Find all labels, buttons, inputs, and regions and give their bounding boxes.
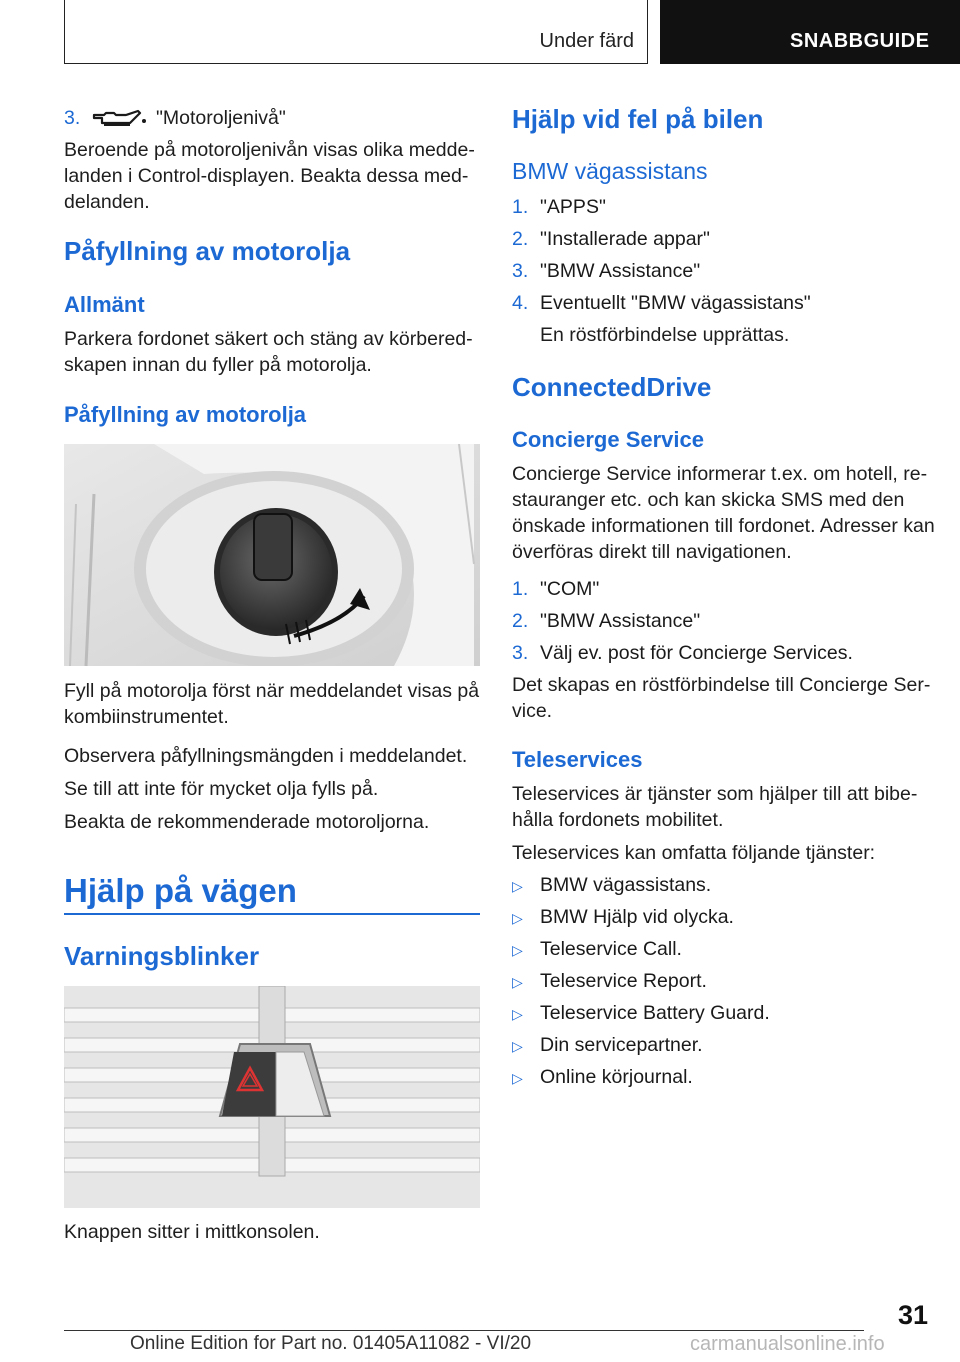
bullet-icon: ▷ xyxy=(512,974,523,990)
heading-connecteddrive: ConnectedDrive xyxy=(512,372,712,402)
oil-cap-illustration xyxy=(64,444,480,666)
paragraph-refill: Fyll på motorolja först när meddelandet visas på kombiinstrumentet. xyxy=(64,680,480,728)
bullet-icon: ▷ xyxy=(512,910,523,926)
bullet-icon: ▷ xyxy=(512,1038,523,1054)
heading-hazard: Varningsblinker xyxy=(64,941,260,971)
paragraph-amount: Observera påfyllningsmängden i meddelandet. xyxy=(64,745,468,767)
heading-refill: Påfyllning av motorolja xyxy=(64,236,351,266)
paragraph-button-location: Knappen sitter i mittkonsolen. xyxy=(64,1221,320,1243)
paragraph-general: Parkera fordonet säkert och stäng av körbered- skapen innan du fyller på motorolja. xyxy=(64,328,473,376)
item3-text: "Motoroljenivå" xyxy=(156,107,286,129)
roadside-note: En röstförbindelse upprättas. xyxy=(540,324,790,346)
quickguide-label: SNABBGUIDE xyxy=(790,30,930,52)
bullet-icon: ▷ xyxy=(512,878,523,894)
section-title: Under färd xyxy=(539,30,634,52)
heading-breakdown-help: Hjälp vid fel på bilen xyxy=(512,104,764,134)
heading-general: Allmänt xyxy=(64,292,145,317)
heading-roadside-help: Hjälp på vägen xyxy=(64,872,297,909)
paragraph-teleservices: Teleservices är tjänster som hjälper till att bibe- hålla fordonets mobilitet. xyxy=(512,783,918,831)
watermark-text: carmanualsonline.info xyxy=(690,1333,885,1355)
heading-roadside-assistance: BMW vägassistans xyxy=(512,158,708,184)
paragraph-recommended: Beakta de rekommenderade motoroljorna. xyxy=(64,811,430,833)
heading-rule xyxy=(64,913,480,915)
heading-concierge: Concierge Service xyxy=(512,427,704,452)
paragraph-teleservices-list-intro: Teleservices kan omfatta följande tjänster: xyxy=(512,842,876,864)
oil-can-icon xyxy=(92,108,150,130)
paragraph-concierge: Concierge Service informerar t.ex. om hotell, re- stauranger etc. och kan skicka SMS med den önskade informationen till fordonet. Adresser kan överföras direkt till navigationen. xyxy=(512,463,935,563)
paragraph-concierge-connection: Det skapas en röstförbindelse till Concierge Ser- vice. xyxy=(512,674,931,722)
page-number: 31 xyxy=(897,1300,928,1330)
quickguide-tab xyxy=(660,0,960,64)
footer-rule xyxy=(64,1330,864,1331)
bullet-icon: ▷ xyxy=(512,1070,523,1086)
bullet-icon: ▷ xyxy=(512,1006,523,1022)
paragraph-oil-level: Beroende på motoroljenivån visas olika medde- landen i Control-displayen. Beakta dessa med- delanden. xyxy=(64,139,475,213)
bullet-icon: ▷ xyxy=(512,942,523,958)
paragraph-overfill: Se till att inte för mycket olja fylls på. xyxy=(64,778,379,800)
hazard-button-illustration xyxy=(64,986,480,1208)
list-number-3: 3. xyxy=(64,107,81,129)
edition-text: Online Edition for Part no. 01405A11082 - VI/20 xyxy=(130,1333,532,1354)
heading-teleservices: Teleservices xyxy=(512,747,643,772)
heading-refill-sub: Påfyllning av motorolja xyxy=(64,402,307,427)
